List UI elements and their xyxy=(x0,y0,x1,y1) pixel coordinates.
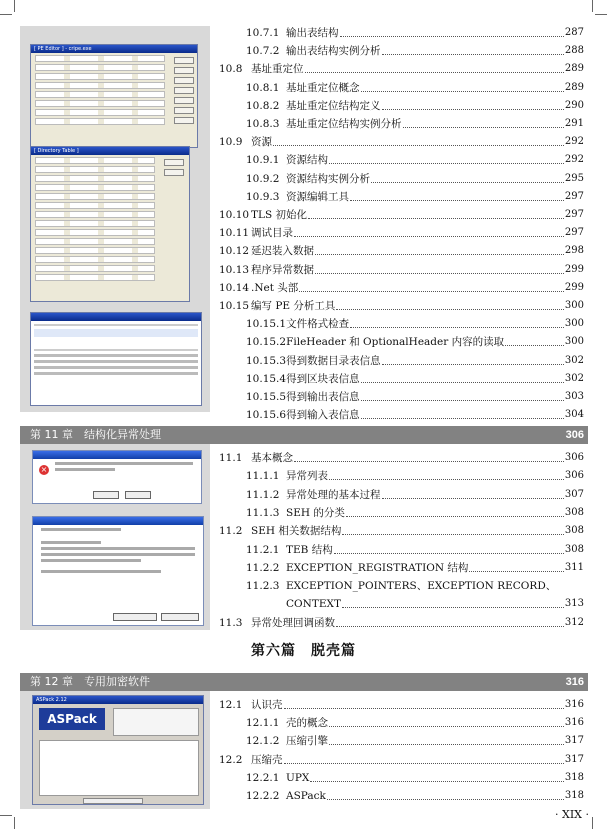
toc-entry-number: 12.1.2 xyxy=(246,735,280,748)
toc-entry-page: 300 xyxy=(564,318,584,330)
toc-entry-page: 297 xyxy=(564,190,584,202)
toc-entry-title: 压缩壳 xyxy=(251,753,283,766)
toc-entry-number: 12.1.1 xyxy=(246,717,280,730)
toc-entry-page: 307 xyxy=(564,488,584,500)
directory-table-titlebar: [ Directory Table ] xyxy=(31,147,189,155)
toc-entry-page: 308 xyxy=(564,525,584,537)
toc-entry[interactable] xyxy=(246,24,584,42)
toc-entry[interactable] xyxy=(246,732,584,750)
toc-entry-page: 317 xyxy=(564,735,584,747)
toc-entry[interactable] xyxy=(246,504,584,522)
toc-entry-title: 资源 xyxy=(251,136,272,149)
chapter-page: 316 xyxy=(565,676,584,688)
toc-entry-page: 300 xyxy=(564,300,584,311)
toc-entry-number: 11.2.1 xyxy=(246,543,280,556)
toc-entry-title: 认识壳 xyxy=(251,699,283,711)
chapter-page: 306 xyxy=(565,429,584,441)
toc-leader-dots xyxy=(305,60,564,73)
toc-entry-number: 12.2.2 xyxy=(246,790,280,802)
toc-entry-number: 10.13 xyxy=(219,263,250,276)
resource-list-window xyxy=(30,312,202,406)
crop-mark xyxy=(592,0,593,12)
toc-entry-page: 291 xyxy=(564,118,584,129)
crop-mark xyxy=(595,14,607,15)
pe-editor-titlebar: [ PE Editor ] - cripe.exe xyxy=(31,45,197,53)
toc-entry[interactable] xyxy=(246,467,584,485)
toc-entry-number: 10.7.1 xyxy=(246,27,280,39)
toc-entry-page: 317 xyxy=(564,753,584,765)
toc-entry[interactable] xyxy=(219,614,584,632)
resource-list-titlebar xyxy=(31,313,201,321)
toc-entry-page: 308 xyxy=(564,543,584,555)
toc-entry-page: 316 xyxy=(564,717,584,729)
toc-entry[interactable] xyxy=(219,751,584,769)
toc-entry-number: 11.1.1 xyxy=(246,470,280,483)
crop-mark xyxy=(14,0,15,12)
crop-mark xyxy=(592,817,593,829)
toc-entry-title: 基址重定位结构实例分析 xyxy=(286,118,402,130)
toc-entry-number: 10.15.4 xyxy=(246,372,287,385)
toc-entry-number: 10.15.5 xyxy=(246,391,287,403)
toc-leader-dots xyxy=(315,242,564,255)
toc-entry[interactable] xyxy=(246,541,584,559)
toc-leader-dots xyxy=(336,614,564,627)
error-icon: × xyxy=(40,465,48,474)
toc-entry-page: 289 xyxy=(564,63,584,75)
toc-entry-number: 10.15 xyxy=(219,300,250,312)
crop-mark xyxy=(14,817,15,829)
toc-leader-dots xyxy=(336,297,564,310)
toc-entry-number: 10.15.2 xyxy=(246,336,287,349)
toc-leader-dots xyxy=(361,79,564,92)
toc-entry-number: 10.8.2 xyxy=(246,99,280,112)
aspack-titlebar: ASPack 2.12 xyxy=(33,696,203,704)
toc-entry[interactable] xyxy=(219,449,584,467)
toc-entry-number: 12.2.1 xyxy=(246,771,280,784)
toc-leader-dots xyxy=(350,188,564,201)
toc-entry-page: 297 xyxy=(564,209,584,220)
toc-entry-page: 288 xyxy=(564,45,584,57)
toc-entry-title: UPX xyxy=(286,771,310,784)
toc-entry-title: 异常处理回调函数 xyxy=(251,616,335,629)
screenshot-panel-seh xyxy=(20,444,210,630)
pe-editor-window xyxy=(30,44,198,148)
toc-entry-title: 编写 PE 分析工具 xyxy=(251,300,336,312)
toc-entry-number: 11.1 xyxy=(219,452,243,464)
toc-leader-dots xyxy=(329,732,564,745)
toc-entry-number: 11.1.3 xyxy=(246,506,280,519)
toc-entry-title: 压缩引擎 xyxy=(286,735,328,748)
toc-entry[interactable] xyxy=(246,577,584,595)
toc-entry-title: 基址重定位 xyxy=(251,63,304,76)
toc-entry[interactable] xyxy=(246,787,584,805)
toc-entry-title: TEB 结构 xyxy=(286,543,333,556)
toc-entry[interactable] xyxy=(219,279,584,297)
toc-entry-number: 10.12 xyxy=(219,245,250,258)
toc-entry-title: 输出表结构 xyxy=(286,27,339,39)
chapter-title: 第 11 章 结构化异常处理 xyxy=(30,428,161,441)
aspack-window xyxy=(32,695,204,805)
error-dialog-screenshot xyxy=(32,450,202,504)
toc-entry-title: EXCEPTION_REGISTRATION 结构 xyxy=(286,561,469,574)
toc-entry-number: 10.9.2 xyxy=(246,172,280,185)
toc-leader-dots xyxy=(315,261,564,274)
toc-entry-title: CONTEXT xyxy=(286,598,341,611)
toc-entry-page: 313 xyxy=(564,598,584,610)
toc-entry-page: 289 xyxy=(564,81,584,93)
toc-entry-title: 得到输入表信息 xyxy=(286,409,360,422)
toc-leader-dots xyxy=(308,206,564,219)
toc-entry[interactable] xyxy=(219,60,584,78)
toc-leader-dots xyxy=(340,24,564,37)
toc-entry-page: 295 xyxy=(564,172,584,184)
toc-entry-page: 318 xyxy=(564,790,584,801)
toc-entry-number: 10.15.3 xyxy=(246,354,287,367)
toc-leader-dots xyxy=(329,714,564,727)
toc-entry-page: 297 xyxy=(564,227,584,239)
toc-entry-page: 308 xyxy=(564,506,584,518)
toc-leader-dots xyxy=(284,696,564,709)
toc-entry-number: 10.9.1 xyxy=(246,154,280,167)
toc-entry-title: ASPack xyxy=(286,790,326,802)
toc-entry-number: 10.8.3 xyxy=(246,118,280,130)
toc-entry[interactable] xyxy=(246,370,584,388)
chapter-11-header xyxy=(20,426,588,444)
toc-entry[interactable] xyxy=(246,559,584,577)
toc-leader-dots xyxy=(382,486,564,499)
toc-entry[interactable] xyxy=(246,486,584,504)
screenshot-panel-pe-tools xyxy=(20,26,210,412)
toc-entry[interactable] xyxy=(219,206,584,224)
toc-entry-page: 306 xyxy=(564,470,584,482)
toc-entry[interactable] xyxy=(246,170,584,188)
toc-entry-page: 311 xyxy=(564,561,584,573)
toc-entry[interactable] xyxy=(246,406,584,424)
toc-entry-title: 基本概念 xyxy=(251,452,293,464)
toc-entry-page: 312 xyxy=(564,616,584,628)
toc-entry-number: 11.2 xyxy=(219,525,243,538)
toc-leader-dots xyxy=(329,151,564,164)
crop-mark xyxy=(0,815,12,816)
toc-entry-title: TLS 初始化 xyxy=(251,209,308,221)
toc-leader-dots xyxy=(361,388,564,401)
chapter-12-header xyxy=(20,673,588,691)
toc-entry-number: 10.11 xyxy=(219,227,250,240)
toc-entry-title: 输出表结构实例分析 xyxy=(286,45,381,58)
toc-entry[interactable] xyxy=(246,595,584,613)
toc-leader-dots xyxy=(382,97,564,110)
toc-entry-page: 300 xyxy=(564,336,584,348)
toc-entry[interactable] xyxy=(246,352,584,370)
toc-entry[interactable] xyxy=(246,151,584,169)
toc-entry-title: 资源结构实例分析 xyxy=(286,172,370,185)
toc-entry-page: 292 xyxy=(564,154,584,166)
toc-entry-number: 10.7.2 xyxy=(246,45,280,58)
toc-entry-page: 290 xyxy=(564,99,584,111)
toc-leader-dots xyxy=(342,595,564,608)
directory-table-window xyxy=(30,146,190,302)
toc-entry-title: 异常处理的基本过程 xyxy=(286,488,381,501)
toc-entry-title: SEH 的分类 xyxy=(286,506,345,519)
aspack-logo: ASPack xyxy=(39,708,105,730)
toc-entry-title: EXCEPTION_POINTERS、EXCEPTION RECORD、 xyxy=(286,580,557,593)
toc-entry-page: 316 xyxy=(564,699,584,710)
toc-leader-dots xyxy=(334,541,564,554)
toc-entry-page: 304 xyxy=(564,409,584,421)
toc-entry-title: 壳的概念 xyxy=(286,717,328,730)
toc-entry[interactable] xyxy=(246,333,584,351)
toc-entry-title: 调试目录 xyxy=(251,227,293,240)
toc-entry-number: 10.8.1 xyxy=(246,81,280,94)
toc-entry-title: 文件格式检查 xyxy=(286,318,350,331)
chapter-title: 第 12 章 专用加密软件 xyxy=(30,675,150,688)
toc-leader-dots xyxy=(327,787,564,800)
toc-entry-number: 10.15.1 xyxy=(246,318,287,331)
toc-entry-number: 10.10 xyxy=(219,209,250,221)
toc-entry-number: 11.2.3 xyxy=(246,580,280,593)
toc-entry[interactable] xyxy=(246,42,584,60)
toc-entry-number xyxy=(246,595,286,613)
toc-leader-dots xyxy=(361,406,564,419)
toc-entry-page: 292 xyxy=(564,136,584,148)
toc-entry-title: SEH 相关数据结构 xyxy=(251,525,342,538)
toc-entry[interactable] xyxy=(219,133,584,151)
toc-leader-dots xyxy=(361,370,564,383)
toc-leader-dots xyxy=(329,467,564,480)
toc-leader-dots xyxy=(273,133,564,146)
toc-entry-number: 10.15.6 xyxy=(246,409,287,422)
toc-entry-title: 程序异常数据 xyxy=(251,263,314,276)
toc-entry-title: 资源编辑工具 xyxy=(286,190,349,203)
toc-entry-page: 299 xyxy=(564,281,584,293)
toc-entry-page: 306 xyxy=(564,452,584,463)
toc-entry-number: 10.8 xyxy=(219,63,243,76)
toc-entry-number: 11.3 xyxy=(219,616,243,629)
toc-entry[interactable] xyxy=(246,714,584,732)
toc-entry[interactable] xyxy=(246,769,584,787)
toc-entry-title: 延迟装入数据 xyxy=(251,245,314,258)
toc-entry-number: 11.1.2 xyxy=(246,488,280,501)
toc-entry[interactable] xyxy=(219,242,584,260)
crash-report-screenshot xyxy=(32,516,204,626)
toc-entry-page: 318 xyxy=(564,771,584,783)
toc-entry-title: 基址重定位概念 xyxy=(286,81,360,94)
toc-leader-dots xyxy=(382,42,564,55)
toc-entry[interactable] xyxy=(219,297,584,315)
crop-mark xyxy=(0,14,12,15)
toc-entry[interactable] xyxy=(219,522,584,540)
toc-leader-dots xyxy=(371,170,564,183)
toc-entry-page: 302 xyxy=(564,354,584,366)
toc-leader-dots xyxy=(469,559,563,572)
toc-entry-number: 10.14 xyxy=(219,281,250,294)
toc-entry[interactable] xyxy=(246,79,584,97)
toc-leader-dots xyxy=(403,115,564,128)
toc-entry-number: 10.9.3 xyxy=(246,190,280,203)
toc-entry-page: 303 xyxy=(564,391,584,402)
toc-entry-number: 12.2 xyxy=(219,753,243,766)
toc-leader-dots xyxy=(284,751,564,764)
toc-entry[interactable] xyxy=(246,388,584,406)
toc-entry[interactable] xyxy=(246,315,584,333)
toc-entry[interactable] xyxy=(219,261,584,279)
toc-entry[interactable] xyxy=(246,115,584,133)
toc-entry-title: 得到输出表信息 xyxy=(286,391,360,403)
toc-leader-dots xyxy=(382,352,564,365)
toc-entry-number: 11.2.2 xyxy=(246,561,280,574)
screenshot-panel-aspack xyxy=(20,691,210,809)
toc-leader-dots xyxy=(310,769,564,782)
toc-entry[interactable] xyxy=(219,696,584,714)
toc-entry-page: 299 xyxy=(564,263,584,275)
part-heading: 第六篇 脱壳篇 xyxy=(251,643,356,659)
toc-entry[interactable] xyxy=(246,188,584,206)
toc-entry-page: 298 xyxy=(564,245,584,257)
toc-entry-title: 得到区块表信息 xyxy=(286,372,360,385)
toc-entry-title: .Net 头部 xyxy=(251,281,299,294)
toc-entry-number: 10.9 xyxy=(219,136,243,149)
toc-leader-dots xyxy=(505,333,564,346)
toc-leader-dots xyxy=(294,224,564,237)
toc-entry[interactable] xyxy=(246,97,584,115)
toc-entry-title: 资源结构 xyxy=(286,154,328,167)
toc-entry-number: 12.1 xyxy=(219,699,243,711)
toc-leader-dots xyxy=(294,449,564,462)
toc-entry-title: FileHeader 和 OptionalHeader 内容的读取 xyxy=(286,336,505,349)
toc-entry-title: 异常列表 xyxy=(286,470,328,483)
toc-entry[interactable] xyxy=(219,224,584,242)
toc-entry-title: 得到数据目录表信息 xyxy=(286,354,381,367)
toc-entry-title: 基址重定位结构定义 xyxy=(286,99,381,112)
toc-leader-dots xyxy=(350,315,564,328)
toc-entry-page: 302 xyxy=(564,372,584,384)
toc-leader-dots xyxy=(342,522,564,535)
toc-entry-page: 287 xyxy=(564,27,584,38)
toc-leader-dots xyxy=(299,279,564,292)
page-number: · XIX · xyxy=(555,808,589,821)
toc-leader-dots xyxy=(346,504,564,517)
